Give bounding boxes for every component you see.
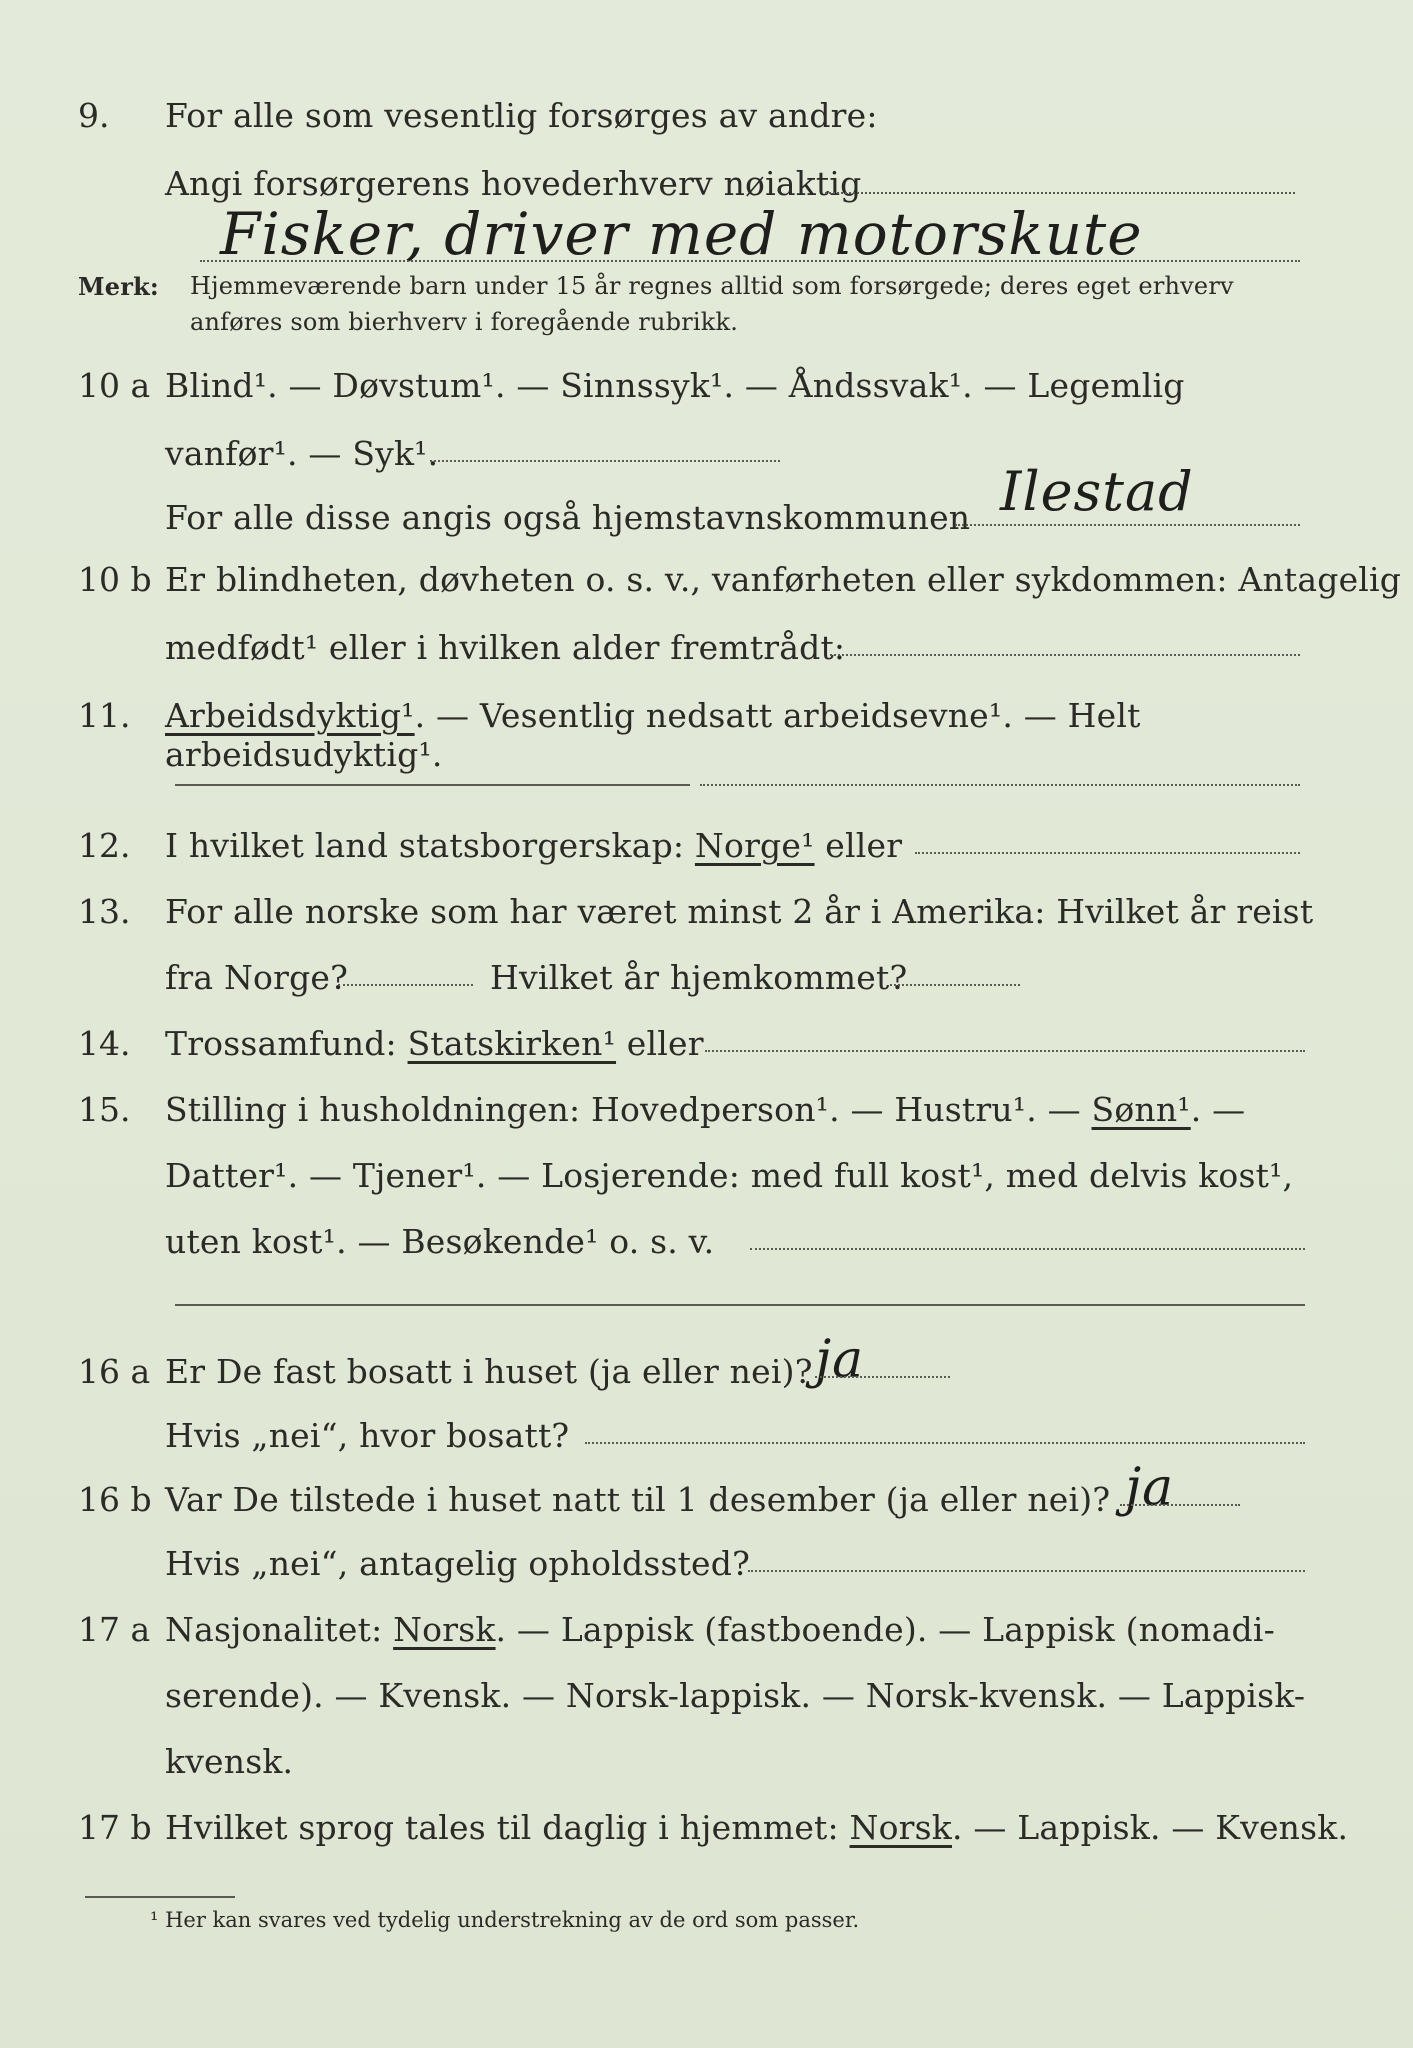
q9-handwritten-answer: Fisker, driver med motorskute [220,200,1143,268]
q17a-number: 17 a [78,1610,151,1649]
q10b-number: 10 b [78,560,152,599]
q15-selected-option: Sønn¹ [1091,1090,1191,1129]
q17b-rest: . — Lappisk. — Kvensk. [951,1808,1349,1847]
q16b-dotted-line-2 [748,1570,1305,1572]
q17b-number: 17 b [78,1808,152,1847]
q12-selected-option: Norge¹ [694,826,815,865]
q14-dotted-line [705,1050,1305,1052]
q10b-line2: medfødt¹ eller i hvilken alder fremtrådt: [165,628,846,667]
q9-answer-line [200,260,1300,262]
q14-selected-option: Statskirken¹ [407,1024,617,1063]
q11-number: 11. [78,696,131,735]
q12-dotted-line [915,852,1300,854]
q10a-handwritten-answer: Ilestad [1000,460,1194,523]
q16a-number: 16 a [78,1352,151,1391]
q10b-dotted-line [830,654,1300,656]
q10a-line2: vanfør¹. — Syk¹. [165,434,439,473]
q14-number: 14. [78,1024,131,1063]
merk-label: Merk: [78,272,159,301]
q10a-number: 10 a [78,366,151,405]
q16b-handwritten-answer: ja [1125,1458,1175,1518]
q10a-line3: For alle disse angis også hjemstavnskommunen [165,498,971,537]
q12-line [165,826,902,865]
q16a-dotted-line-2 [585,1442,1305,1444]
q14-eller: eller [626,1024,704,1063]
q17a-rest: . — Lappisk (fastboende). — Lappisk (nomadi- [495,1610,1275,1649]
q9-line2: Angi forsørgerens hovederhverv nøiaktig [165,164,862,203]
q15-line1 [165,1090,1245,1129]
q11-selected-option: Arbeidsdyktig¹ [165,696,415,735]
q14-line [165,1024,704,1063]
q17a-selected-option: Norsk [393,1610,496,1649]
q15-rule [175,1304,1305,1306]
q17b-selected-option: Norsk [849,1808,952,1847]
q15-line3: uten kost¹. — Besøkende¹ o. s. v. [165,1222,715,1261]
q13-line2a: fra Norge? [165,958,349,997]
q15-line1a: Stilling i husholdningen: Hovedperson¹. — Hustru¹. — [165,1090,1081,1129]
q17b-line1 [165,1808,1348,1847]
q10b-line1: Er blindheten, døvheten o. s. v., vanførheten eller sykdommen: Antagelig [165,560,1402,599]
merk-line1: Hjemmeværende barn under 15 år regnes alltid som forsørgede; deres eget erhverv [190,272,1234,300]
q16a-line2: Hvis „nei“, hvor bosatt? [165,1416,570,1455]
q12-eller: eller [825,826,903,865]
q17a-line3: kvensk. [165,1742,294,1781]
q12-label: I hvilket land statsborgerskap: [165,826,685,865]
q13-dotted-line-1 [338,984,473,986]
q15-line2: Datter¹. — Tjener¹. — Losjerende: med full kost¹, med delvis kost¹, [165,1156,1294,1195]
q10a-home-line [955,524,1300,526]
q16b-line2: Hvis „nei“, antagelig opholdssted? [165,1544,750,1583]
q16b-line1: Var De tilstede i huset natt til 1 desember (ja eller nei)? [165,1480,1111,1519]
q15-line1c: . — [1190,1090,1246,1129]
q11-rest: . — Vesentlig nedsatt arbeidsevne¹. — Helt arbeidsudyktig¹. [165,696,1141,774]
q16a-dotted-line-1 [815,1376,950,1378]
q14-label: Trossamfund: [165,1024,397,1063]
q15-number: 15. [78,1090,131,1129]
q16a-line1: Er De fast bosatt i huset (ja eller nei)? [165,1352,813,1391]
q16b-number: 16 b [78,1480,152,1519]
merk-line2: anføres som bierhverv i foregående rubrikk. [190,308,739,336]
q13-line1: For alle norske som har været minst 2 år i Amerika: Hvilket år reist [165,892,1314,931]
q9-number: 9. [78,96,110,135]
q13-number: 13. [78,892,131,931]
q16a-handwritten-answer: ja [815,1330,865,1390]
q11-rule-left [175,784,690,786]
q17b-label: Hvilket sprog tales til daglig i hjemmet: [165,1808,839,1847]
q10a-dotted-line [430,460,780,462]
q16b-dotted-line-1 [1120,1504,1240,1506]
q12-number: 12. [78,826,131,865]
q13-dotted-line-2 [890,984,1020,986]
q9-dotted-line [825,192,1295,194]
q17a-line2: serende). — Kvensk. — Norsk-lappisk. — Norsk-kvensk. — Lappisk- [165,1676,1306,1715]
q11-rule-right [700,784,1300,786]
q13-line2b: Hvilket år hjemkommet? [490,958,908,997]
q9-line1: For alle som vesentlig forsørges av andre: [165,96,878,135]
footnote: ¹ Her kan svares ved tydelig understrekning av de ord som passer. [150,1908,860,1932]
footnote-rule [85,1896,235,1898]
q11-line [165,696,1413,774]
q17a-label: Nasjonalitet: [165,1610,383,1649]
q17a-line1 [165,1610,1275,1649]
q15-dotted-line [750,1248,1305,1250]
q10a-line1: Blind¹. — Døvstum¹. — Sinnssyk¹. — Åndssvak¹. — Legemlig [165,366,1185,405]
